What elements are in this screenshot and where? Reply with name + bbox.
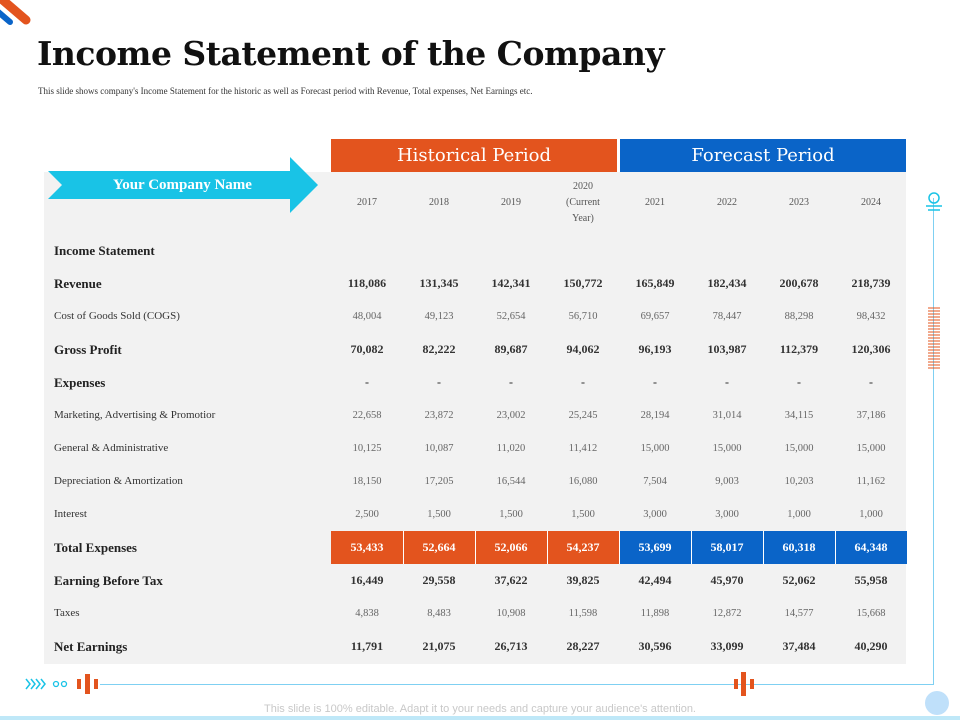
row-label: Interest bbox=[54, 508, 87, 520]
bottom-accent-line bbox=[100, 684, 934, 685]
table-cell: 40,290 bbox=[854, 639, 888, 653]
table-row bbox=[44, 267, 906, 300]
cell-separator bbox=[691, 531, 692, 564]
year-header-6: 2023 bbox=[789, 197, 809, 208]
table-cell: 37,622 bbox=[494, 573, 528, 587]
table-cell: 142,341 bbox=[491, 276, 531, 290]
table-cell: 11,898 bbox=[640, 608, 670, 619]
row-label: General & Administrative bbox=[54, 442, 169, 454]
table-cell: 30,596 bbox=[638, 639, 672, 653]
table-row bbox=[44, 333, 906, 366]
table-cell: 34,115 bbox=[784, 410, 814, 421]
table-cell bbox=[619, 234, 691, 267]
bottom-left-decoration bbox=[24, 670, 104, 698]
table-cell: 82,222 bbox=[422, 342, 456, 356]
table-cell: 14,577 bbox=[784, 608, 814, 619]
table-row bbox=[44, 498, 906, 531]
row-label: Earning Before Tax bbox=[54, 573, 163, 588]
row-label: Expenses bbox=[54, 375, 106, 390]
page-title: Income Statement of the Company bbox=[37, 34, 665, 73]
table-cell: 10,087 bbox=[424, 443, 454, 454]
table-cell: 112,379 bbox=[779, 342, 819, 356]
footer-note: This slide is 100% editable. Adapt it to your needs and capture your audience's attention. bbox=[264, 703, 696, 715]
page-subtitle: This slide shows company's Income Statement for the historic as well as Forecast period with Revenue, Total expenses, Net Earnings etc. bbox=[38, 86, 533, 96]
side-connector-decoration bbox=[922, 190, 946, 375]
table-cell: 12,872 bbox=[712, 608, 742, 619]
table-cell: 11,162 bbox=[856, 476, 886, 487]
table-cell: 28,227 bbox=[566, 639, 600, 653]
table-cell: 15,668 bbox=[856, 608, 886, 619]
table-cell bbox=[763, 234, 835, 267]
table-cell: 1,000 bbox=[787, 509, 811, 520]
table-cell: 70,082 bbox=[350, 342, 384, 356]
table-cell: 48,004 bbox=[352, 311, 382, 322]
table-cell: 16,544 bbox=[496, 476, 526, 487]
table-cell: 31,014 bbox=[712, 410, 742, 421]
table-cell: 15,000 bbox=[640, 443, 670, 454]
table-cell: 98,432 bbox=[856, 311, 886, 322]
cell-separator bbox=[763, 531, 764, 564]
table-cell: 3,000 bbox=[715, 509, 739, 520]
table-cell: 54,237 bbox=[547, 531, 619, 564]
table-row bbox=[44, 432, 906, 465]
table-cell: 53,433 bbox=[331, 531, 403, 564]
table-cell: - bbox=[581, 375, 585, 389]
table-cell: 16,449 bbox=[350, 573, 384, 587]
cell-separator bbox=[547, 531, 548, 564]
table-cell: - bbox=[509, 375, 513, 389]
table-cell: 23,002 bbox=[496, 410, 526, 421]
cell-separator bbox=[835, 531, 836, 564]
table-cell: 1,000 bbox=[859, 509, 883, 520]
table-cell: 23,872 bbox=[424, 410, 454, 421]
company-name: Your Company Name bbox=[113, 177, 252, 193]
table-cell: 26,713 bbox=[494, 639, 528, 653]
table-cell: 52,066 bbox=[475, 531, 547, 564]
row-label: Income Statement bbox=[54, 243, 155, 258]
row-label: Cost of Goods Sold (COGS) bbox=[54, 310, 180, 322]
table-cell bbox=[691, 234, 763, 267]
table-row bbox=[44, 300, 906, 333]
bottom-bar bbox=[0, 716, 960, 720]
table-cell: 10,203 bbox=[784, 476, 814, 487]
table-row bbox=[44, 366, 906, 399]
table-cell: 37,186 bbox=[856, 410, 886, 421]
table-cell bbox=[331, 234, 403, 267]
table-cell: 18,150 bbox=[352, 476, 382, 487]
table-cell: 52,654 bbox=[496, 311, 526, 322]
table-cell: 150,772 bbox=[563, 276, 603, 290]
table-cell: 10,125 bbox=[352, 443, 382, 454]
table-cell: - bbox=[365, 375, 369, 389]
row-label: Total Expenses bbox=[54, 540, 137, 555]
table-cell: 33,099 bbox=[710, 639, 744, 653]
table-cell: 118,086 bbox=[347, 276, 387, 290]
table-cell: 1,500 bbox=[499, 509, 523, 520]
year-header-0: 2017 bbox=[357, 197, 377, 208]
row-label: Marketing, Advertising & Promotior bbox=[54, 409, 216, 421]
table-cell bbox=[547, 234, 619, 267]
table-cell: 131,345 bbox=[419, 276, 459, 290]
table-cell: 9,003 bbox=[715, 476, 739, 487]
table-row bbox=[44, 465, 906, 498]
row-label: Revenue bbox=[54, 276, 102, 291]
table-cell: 11,020 bbox=[496, 443, 526, 454]
table-cell bbox=[835, 234, 907, 267]
table-row bbox=[44, 234, 906, 267]
table-cell: 39,825 bbox=[566, 573, 600, 587]
table-row bbox=[44, 630, 906, 663]
table-cell bbox=[403, 234, 475, 267]
row-label: Depreciation & Amortization bbox=[54, 475, 183, 487]
table-cell: - bbox=[797, 375, 801, 389]
table-row bbox=[44, 531, 906, 564]
forecast-period-header: Forecast Period bbox=[620, 139, 906, 172]
table-cell: 103,987 bbox=[707, 342, 747, 356]
table-cell: 53,699 bbox=[619, 531, 691, 564]
historical-period-header: Historical Period bbox=[331, 139, 617, 172]
table-cell: 52,062 bbox=[782, 573, 816, 587]
table-cell: 16,080 bbox=[568, 476, 598, 487]
table-cell: 218,739 bbox=[851, 276, 891, 290]
table-cell: 120,306 bbox=[851, 342, 891, 356]
table-cell: 15,000 bbox=[712, 443, 742, 454]
table-cell: 2,500 bbox=[355, 509, 379, 520]
table-cell: 52,664 bbox=[403, 531, 475, 564]
table-cell: 7,504 bbox=[643, 476, 667, 487]
table-cell: 15,000 bbox=[784, 443, 814, 454]
table-cell: 64,348 bbox=[835, 531, 907, 564]
table-cell: 25,245 bbox=[568, 410, 598, 421]
table-cell: 11,598 bbox=[568, 608, 598, 619]
table-cell: 21,075 bbox=[422, 639, 456, 653]
table-cell: 15,000 bbox=[856, 443, 886, 454]
table-cell: 60,318 bbox=[763, 531, 835, 564]
table-cell: - bbox=[725, 375, 729, 389]
table-cell: 29,558 bbox=[422, 573, 456, 587]
table-cell: - bbox=[869, 375, 873, 389]
table-cell: 69,657 bbox=[640, 311, 670, 322]
row-label: Net Earnings bbox=[54, 639, 128, 654]
table-cell: 37,484 bbox=[782, 639, 816, 653]
table-row bbox=[44, 564, 906, 597]
year-header-3: 2020 (Current Year) bbox=[566, 181, 600, 224]
table-cell: 22,658 bbox=[352, 410, 382, 421]
bottom-mid-decoration bbox=[732, 670, 758, 698]
table-cell: 8,483 bbox=[427, 608, 451, 619]
table-cell: 42,494 bbox=[638, 573, 672, 587]
table-cell: 55,958 bbox=[854, 573, 888, 587]
table-cell: 94,062 bbox=[566, 342, 600, 356]
table-cell: 88,298 bbox=[784, 311, 814, 322]
table-cell: - bbox=[437, 375, 441, 389]
table-cell bbox=[475, 234, 547, 267]
table-cell: 200,678 bbox=[779, 276, 819, 290]
row-label: Taxes bbox=[54, 607, 80, 619]
table-cell: 96,193 bbox=[638, 342, 672, 356]
table-cell: 1,500 bbox=[571, 509, 595, 520]
year-header-1: 2018 bbox=[429, 197, 449, 208]
table-cell: 11,412 bbox=[568, 443, 598, 454]
cell-separator bbox=[619, 531, 620, 564]
table-cell: 10,908 bbox=[496, 608, 526, 619]
table-row bbox=[44, 399, 906, 432]
table-cell: 28,194 bbox=[640, 410, 670, 421]
table-cell: 49,123 bbox=[424, 311, 454, 322]
table-cell: 45,970 bbox=[710, 573, 744, 587]
table-cell: 182,434 bbox=[707, 276, 747, 290]
table-cell: 89,687 bbox=[494, 342, 528, 356]
table-cell: 11,791 bbox=[350, 639, 384, 653]
table-cell: 3,000 bbox=[643, 509, 667, 520]
row-label: Gross Profit bbox=[54, 342, 122, 357]
table-cell: 56,710 bbox=[568, 311, 598, 322]
table-cell: 4,838 bbox=[355, 608, 379, 619]
year-header-5: 2022 bbox=[717, 197, 737, 208]
table-cell: - bbox=[653, 375, 657, 389]
table-row bbox=[44, 597, 906, 630]
table-cell: 78,447 bbox=[712, 311, 742, 322]
year-header-2: 2019 bbox=[501, 197, 521, 208]
table-cell: 165,849 bbox=[635, 276, 675, 290]
table-cell: 17,205 bbox=[424, 476, 454, 487]
table-cell: 58,017 bbox=[691, 531, 763, 564]
year-header-4: 2021 bbox=[645, 197, 665, 208]
cell-separator bbox=[403, 531, 404, 564]
table-cell: 1,500 bbox=[427, 509, 451, 520]
cell-separator bbox=[475, 531, 476, 564]
year-header-7: 2024 bbox=[861, 197, 881, 208]
